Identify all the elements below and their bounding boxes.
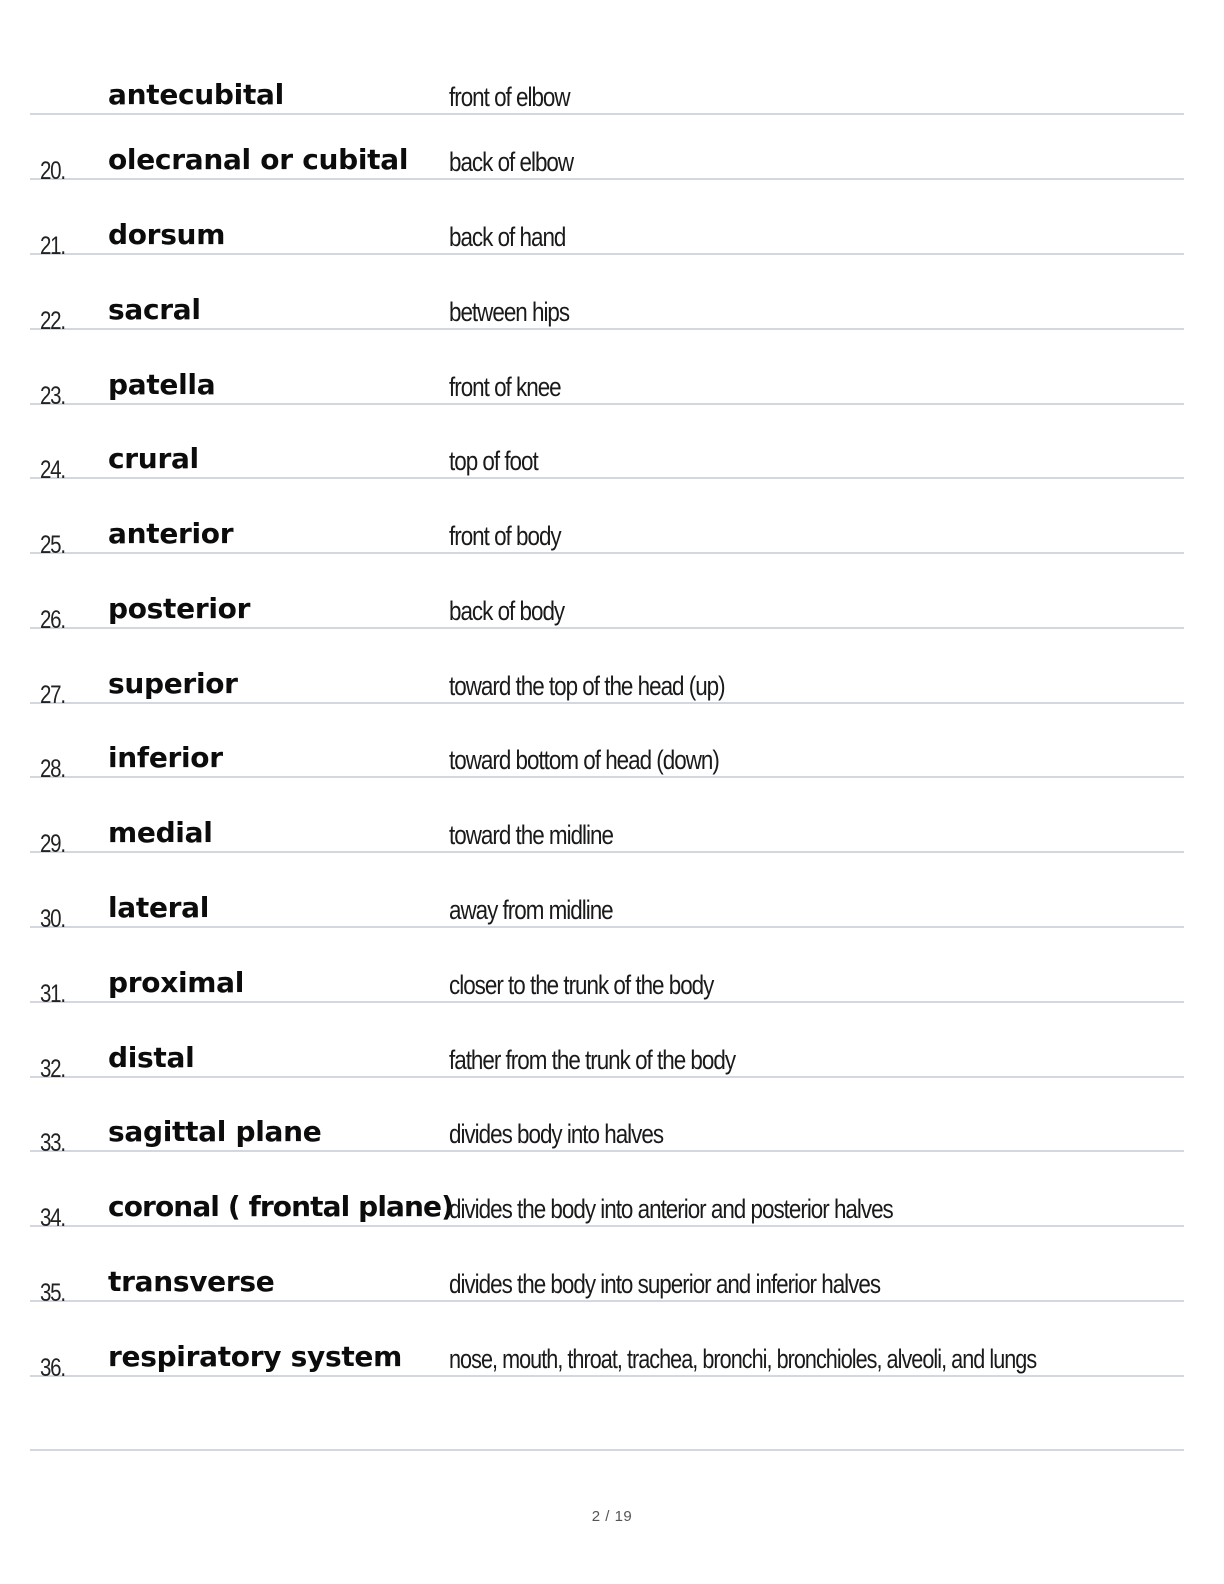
item-number: 28. [40,755,65,783]
item-definition: toward the midline [449,820,613,850]
item-definition: toward the top of the head (up) [449,671,725,701]
list-item [30,105,1184,185]
item-number: 35. [40,1279,65,1307]
item-number: 31. [40,980,65,1008]
item-number: 36. [40,1354,65,1382]
item-number: 26. [40,606,65,634]
item-term: inferior [108,741,223,774]
list-item [30,778,1184,858]
footer-divider [30,1449,1184,1451]
list-item [30,853,1184,933]
list-item [30,255,1184,335]
item-definition: front of knee [449,372,561,402]
list-item [30,180,1184,260]
item-term: sagittal plane [108,1115,322,1148]
item-term: crural [108,442,199,475]
item-number: 29. [40,830,65,858]
list-item [30,1003,1184,1083]
item-definition: between hips [449,297,570,327]
item-term: medial [108,816,213,849]
item-definition: divides the body into anterior and posterior halves [449,1194,893,1224]
item-term: olecranal or cubital [108,143,409,176]
item-number: 27. [40,681,65,709]
item-definition: divides body into halves [449,1119,664,1149]
item-definition: away from midline [449,895,613,925]
list-item [30,928,1184,1008]
item-term: sacral [108,293,201,326]
list-item [30,1152,1184,1232]
list-item [30,1227,1184,1307]
item-term: transverse [108,1265,275,1298]
item-number: 32. [40,1055,65,1083]
item-term: proximal [108,966,245,999]
item-definition: front of elbow [449,82,570,112]
item-term: lateral [108,891,210,924]
list-item [30,1077,1184,1157]
item-term: distal [108,1041,195,1074]
item-number: 24. [40,456,65,484]
item-definition: front of body [449,521,561,551]
list-item [30,1302,1184,1382]
item-definition: back of hand [449,222,566,252]
item-definition: toward bottom of head (down) [449,745,719,775]
item-number: 33. [40,1129,65,1157]
item-number: 34. [40,1204,65,1232]
item-term: respiratory system [108,1340,402,1373]
list-item [30,479,1184,559]
list-item [30,330,1184,410]
item-definition: closer to the trunk of the body [449,970,714,1000]
item-term: anterior [108,517,234,550]
page-number: 2 / 19 [591,1508,633,1525]
item-number: 25. [40,531,65,559]
item-term: posterior [108,592,251,625]
list-item [30,703,1184,783]
list-item [30,554,1184,634]
item-definition: back of body [449,596,565,626]
list-item [30,40,1184,115]
item-term: coronal ( frontal plane) [108,1190,454,1223]
item-term: superior [108,667,238,700]
item-term: antecubital [108,78,284,111]
item-definition: nose, mouth, throat, trachea, bronchi, bronchioles, alveoli, and lungs [449,1344,1037,1374]
item-number: 21. [40,232,65,260]
item-number: 30. [40,905,65,933]
item-definition: back of elbow [449,147,574,177]
item-definition: father from the trunk of the body [449,1045,736,1075]
item-number: 23. [40,382,65,410]
item-number: 22. [40,307,65,335]
item-term: dorsum [108,218,226,251]
item-number: 20. [40,157,65,185]
item-definition: top of foot [449,446,538,476]
list-item [30,629,1184,709]
item-term: patella [108,368,216,401]
item-definition: divides the body into superior and inferior halves [449,1269,881,1299]
list-item [30,404,1184,484]
